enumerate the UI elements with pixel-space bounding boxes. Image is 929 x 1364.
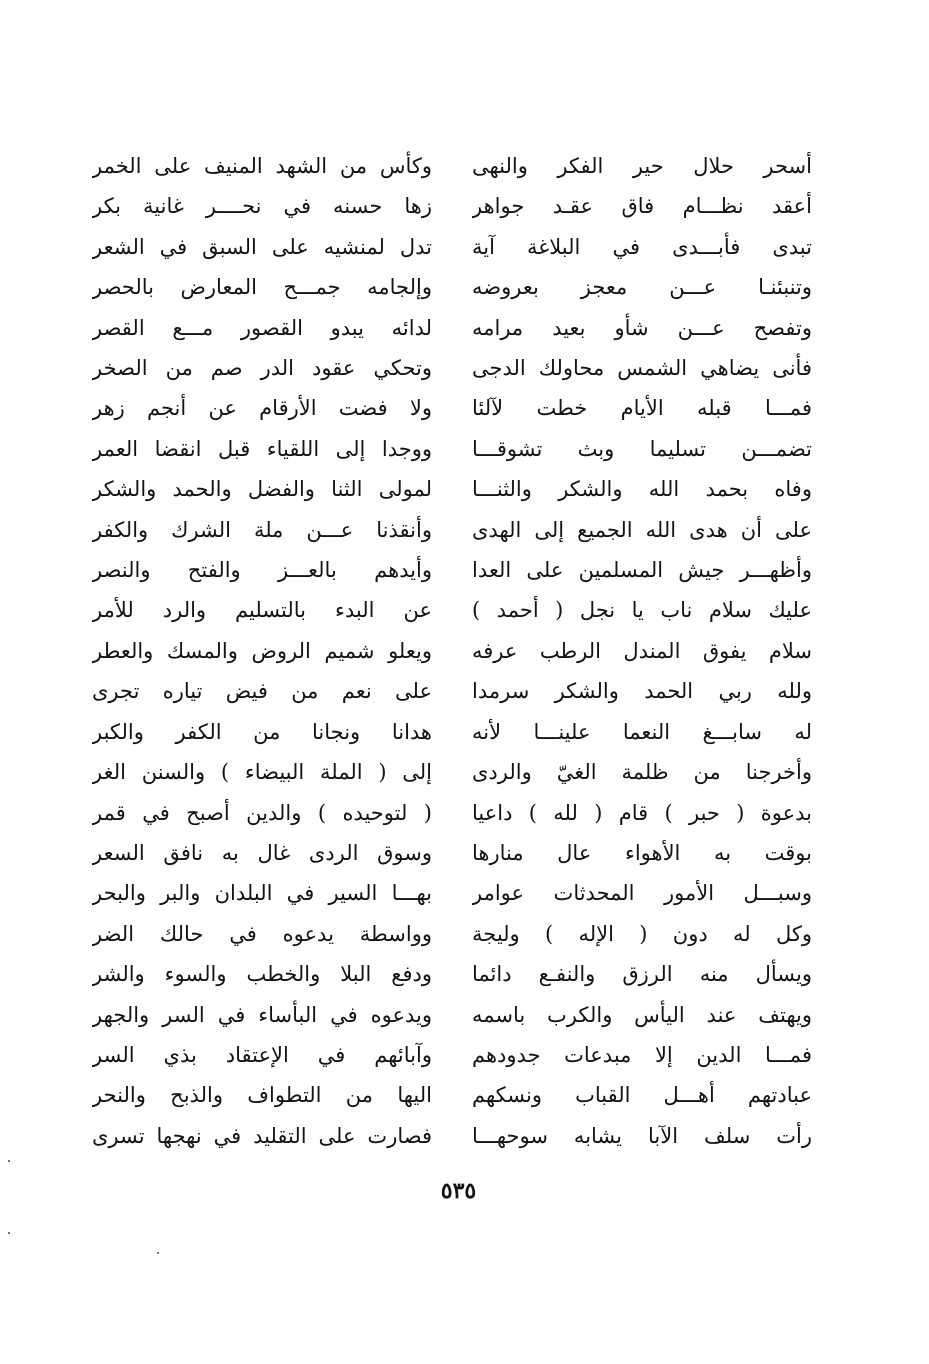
- verse-line: لدائه يبدو القصور مـــع القصر: [92, 315, 432, 340]
- page-number: ٥٣٥: [440, 1178, 477, 1204]
- verse-line: فأنى يضاهي الشمس محاولك الدجى: [472, 356, 812, 381]
- verse-line: ويهتف عند اليأس والكرب باسمه: [472, 1002, 812, 1027]
- verse-line: ويسأل منه الرزق والنفـع دائما: [472, 962, 812, 987]
- verse-line: وكل له دون ( الإله ) وليجة: [472, 921, 812, 946]
- verse-line: تبدى فأبـــدى في البلاغة آية: [472, 234, 812, 259]
- verse-line: بدعوة ( حبر ) قام ( لله ) داعيا: [472, 800, 812, 825]
- verse-line: وأظهـــر جيش المسلمين على العدا: [472, 558, 812, 583]
- verse-line: تضمـــن تسليما وبث تشوقـــا: [472, 436, 812, 461]
- verse-line: بهـــا السير في البلدان والبر والبحر: [92, 881, 432, 906]
- verse-line: أعقد نظـــام فاق عقـد جواهر: [472, 194, 812, 219]
- left-column: [92, 146, 432, 1156]
- verse-line: وسبـــل الأمور المحدثات عوامر: [472, 881, 812, 906]
- verse-line: إلى ( الملة البيضاء ) والسنن الغر: [92, 760, 432, 785]
- scan-speck: [157, 1252, 159, 1254]
- poem-body: [92, 146, 812, 1156]
- verse-line: ويعلو شميم الروض والمسك والعطر: [92, 638, 432, 663]
- verse-line: ووجدا إلى اللقياء قبل انقضا العمر: [92, 436, 432, 461]
- verse-line: عن البدء بالتسليم والرد للأمر: [92, 598, 432, 623]
- verse-line: عبادتهم أهـــل القباب ونسكهم: [472, 1083, 812, 1108]
- verse-line: أسحر حلال حير الفكر والنهى: [472, 154, 812, 178]
- verse-line: له سابـــغ النعما علينـــا لأنه: [472, 719, 812, 744]
- verse-line: ( لتوحيده ) والدين أصبح في قمر: [92, 800, 432, 825]
- verse-line: وأنقذنا عـــن ملة الشرك والكفر: [92, 517, 432, 542]
- verse-line: على أن هدى الله الجميع إلى الهدى: [472, 517, 812, 542]
- verse-line: ودفع البلا والخطب والسوء والشر: [92, 962, 432, 987]
- verse-line: فمـــا قبله الأيام خطت لآلئا: [472, 396, 812, 421]
- verse-line: هدانا ونجانا من الكفر والكبر: [92, 719, 432, 744]
- scan-speck: [8, 1232, 10, 1234]
- verse-line: وأيدهم بالعـــز والفتح والنصر: [92, 558, 432, 583]
- verse-line: رأت سلف الآبا يشابه سوحهـــا: [472, 1123, 812, 1148]
- verse-line: اليها من التطواف والذبح والنحر: [92, 1083, 432, 1108]
- verse-line: سلام يفوق المندل الرطب عرفه: [472, 638, 812, 663]
- verse-line: وإلجامه جمـــح المعارض بالحصر: [92, 275, 432, 300]
- verse-line: وآبائهم في الإعتقاد بذي السر: [92, 1042, 432, 1067]
- verse-line: وأخرجنا من ظلمة الغيّ والردى: [472, 760, 812, 785]
- verse-line: وواسطة يدعوه في حالك الضر: [92, 921, 432, 946]
- verse-line: لمولى الثنا والفضل والحمد والشكر: [92, 477, 432, 502]
- verse-line: بوقت به الأهواء عال منارها: [472, 840, 812, 865]
- verse-line: فصارت على التقليد في نهجها تسرى: [92, 1123, 432, 1148]
- verse-line: عليك سلام ناب يا نجل ( أحمد ): [472, 598, 812, 623]
- verse-line: على نعم من فيض تياره تجرى: [92, 679, 432, 704]
- verse-line: ويدعوه في البأساء في السر والجهر: [92, 1002, 432, 1027]
- verse-line: وتفصح عـــن شأو بعيد مرامه: [472, 315, 812, 340]
- right-column: [472, 146, 812, 1156]
- verse-line: وسوق الردى غال به نافق السعر: [92, 840, 432, 865]
- verse-line: وتحكي عقود الدر صم من الصخر: [92, 356, 432, 381]
- verse-line: وكأس من الشهد المنيف على الخمر: [92, 154, 432, 178]
- verse-line: ولله ربي الحمد والشكر سرمدا: [472, 679, 812, 704]
- verse-line: فمـــا الدين إلا مبدعات جدودهم: [472, 1042, 812, 1067]
- verse-line: ولا فضت الأرقام عن أنجم زهر: [92, 396, 432, 421]
- verse-line: تدل لمنشيه على السبق في الشعر: [92, 234, 432, 259]
- scan-speck: [8, 1160, 10, 1162]
- verse-line: وفاه بحمد الله والشكر والثنـــا: [472, 477, 812, 502]
- verse-line: زها حسنه في نحــــر غانية بكر: [92, 194, 432, 219]
- verse-line: وتنبئنـا عـــن معجز بعروضه: [472, 275, 812, 300]
